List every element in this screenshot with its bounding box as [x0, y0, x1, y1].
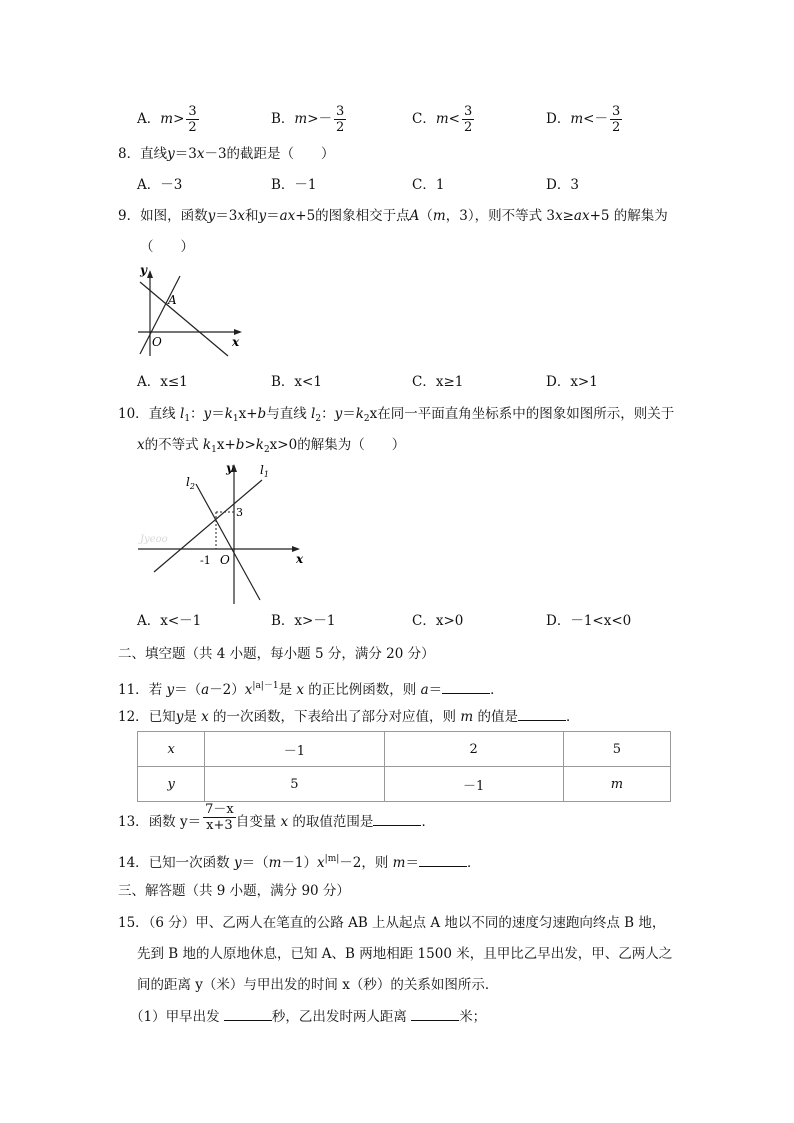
- table-row-y: [138, 767, 671, 802]
- q13-stem: 13．函数 y＝ $\frac{7-x}{x+3}$ 自变量 x 的取值范围是 ．: [118, 802, 435, 833]
- q9-option-c: C．x≥1: [412, 374, 464, 390]
- q9-stem: 9．如图，函数y＝3x和y＝ax+5的图象相交于点A（m，3），则不等式 3x≥ax+5 的解集为: [118, 208, 668, 224]
- q10-l1-label: $l_1$: [260, 463, 269, 479]
- q10-option-a: A．x<－1: [137, 613, 202, 629]
- table-cell: 2: [384, 732, 563, 767]
- table-cell: －1: [384, 767, 563, 802]
- q15-blank-meters: [411, 1008, 459, 1021]
- q7-option-d: D．m<－ $\frac{3}{2}$: [546, 104, 621, 135]
- q11-stem: 11．若 $y=(a-2)x^{|a|-1}$是 x 的正比例函数，则 a＝ ．: [118, 681, 504, 698]
- table-cell: y: [138, 767, 205, 802]
- q10-watermark: Jyeoo: [140, 534, 168, 545]
- q10-line-l2: [196, 484, 260, 600]
- q12-stem: 12．已知y是 x 的一次函数，下表给出了部分对应值，则 m 的值是 ．: [118, 709, 580, 725]
- q9-option-d: D．x>1: [546, 374, 598, 390]
- q12-value-table: [137, 731, 671, 802]
- q8-option-d: D．3: [546, 177, 579, 193]
- q10-y-value-label: 3: [236, 506, 243, 519]
- q15-line3: 间的距离 y（米）与甲出发的时间 x（秒）的关系如图所示．: [137, 977, 499, 993]
- q11-answer-blank: [442, 681, 490, 694]
- q10-l2-label: $l_2$: [186, 475, 195, 491]
- q9-paren: （ ）: [140, 239, 194, 255]
- q13-answer-blank: [373, 813, 421, 826]
- q15-subquestion-1: （1）甲早出发 秒，乙出发时两人距离 米；: [130, 1009, 487, 1025]
- q10-stem-line1: 10．直线 $l_1$：$y=k_1x+b$与直线 $l_2$：$y=k_2x$在同一平面直角坐标系中的图象如图所示，则关于: [118, 406, 675, 424]
- q10-option-b: B．x>－1: [271, 613, 336, 629]
- table-cell: x: [138, 732, 205, 767]
- table-cell: －1: [205, 732, 384, 767]
- q8-option-a: A．－3: [137, 177, 183, 193]
- q10-option-c: C．x>0: [412, 613, 464, 629]
- q8-option-b: B．－1: [271, 177, 317, 193]
- q10-option-d: D．－1<x<0: [546, 613, 632, 629]
- q10-y-label: y: [226, 461, 233, 475]
- q15-line2: 先到 B 地的人原地休息，已知 A、B 两地相距 1500 米，且甲比乙早出发，甲、乙两人之: [137, 946, 673, 962]
- q9-option-a: A．x≤1: [137, 374, 188, 390]
- q9-y-arrow: [147, 270, 153, 278]
- q14-stem: 14．已知一次函数 $y=(m-1)x^{|m|}-2$，则 m＝ ．: [118, 854, 481, 871]
- q7-option-c: C．m< $\frac{3}{2}$: [412, 104, 473, 135]
- table-row-x: [138, 732, 671, 767]
- q15-blank-seconds: [224, 1008, 272, 1021]
- table-cell: m: [563, 767, 670, 802]
- q10-x-value-label: -1: [200, 554, 211, 567]
- section3-heading: 三、解答题（共 9 小题，满分 90 分）: [118, 883, 350, 899]
- q10-stem-line2: x的不等式 $k_1x+b>k_2x>0$的解集为（ ）: [137, 437, 406, 455]
- q9-option-b: B．x<1: [271, 374, 322, 390]
- q9-y-label: y: [140, 263, 147, 277]
- q9-point-a-label: A: [168, 293, 177, 307]
- q8-stem: 8．直线y＝3x－3的截距是（ ）: [118, 146, 335, 162]
- q10-origin-label: O: [220, 553, 230, 567]
- q9-graph: [132, 262, 252, 362]
- q10-x-label: x: [296, 552, 304, 566]
- q12-answer-blank: [518, 708, 566, 721]
- q14-answer-blank: [419, 854, 467, 867]
- section2-heading: 二、填空题（共 4 小题，每小题 5 分，满分 20 分）: [118, 646, 435, 662]
- q15-line1: 15．（6 分）甲、乙两人在笔直的公路 AB 上从起点 A 地以不同的速度匀速跑向终点 B 地，: [118, 915, 666, 931]
- q9-origin-label: O: [152, 335, 162, 349]
- table-cell: 5: [563, 732, 670, 767]
- table-cell: 5: [205, 767, 384, 802]
- q10-graph: [134, 458, 314, 608]
- q8-option-c: C．1: [412, 177, 445, 193]
- q9-x-label: x: [232, 335, 240, 349]
- q7-option-a: A．m> $\frac{3}{2}$: [137, 104, 197, 135]
- q7-option-b: B．m>－ $\frac{3}{2}$: [271, 104, 345, 135]
